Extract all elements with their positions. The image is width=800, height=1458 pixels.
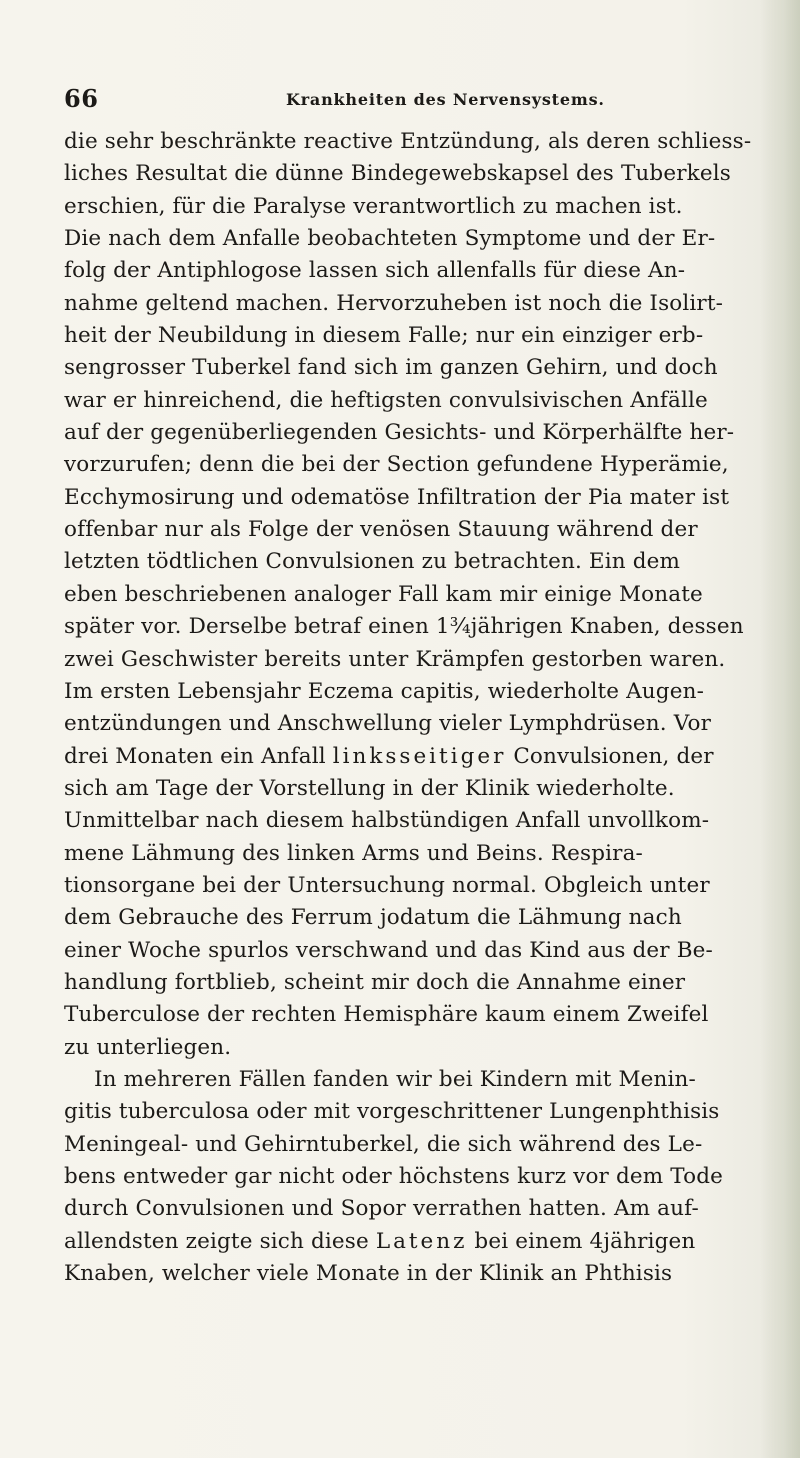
text-line: Knaben, welcher viele Monate in der Klinik an Phthisis bbox=[64, 1261, 673, 1287]
text-line: letzten tödtlichen Convulsionen zu betrachten. Ein dem bbox=[64, 549, 681, 575]
text-line: Im ersten Lebensjahr Eczema capitis, wiederholte Augen- bbox=[64, 678, 705, 704]
text-line: dem Gebrauche des Ferrum jodatum die Lähmung nach bbox=[64, 905, 682, 931]
text-line: handlung fortblieb, scheint mir doch die Annahme einer bbox=[64, 969, 686, 995]
text-run: Convulsionen, der bbox=[506, 743, 714, 769]
text-run: allendsten zeigte sich diese bbox=[64, 1228, 376, 1254]
text-line: sich am Tage der Vorstellung in der Klinik wiederholte. bbox=[64, 775, 675, 801]
text-line: heit der Neubildung in diesem Falle; nur ein einziger erb- bbox=[64, 323, 704, 349]
text-line: auf der gegenüberliegenden Gesichts- und Körperhälfte her- bbox=[64, 420, 735, 446]
text-line: zwei Geschwister bereits unter Krämpfen gestorben waren. bbox=[64, 646, 726, 672]
text-line: liches Resultat die dünne Bindegewebskapsel des Tuberkels bbox=[64, 161, 731, 187]
text-line: Unmittelbar nach diesem halbstündigen Anfall unvollkom- bbox=[64, 808, 710, 834]
text-line: Die nach dem Anfalle beobachteten Symptome und der Er- bbox=[64, 226, 716, 252]
text-line: erschien, für die Paralyse verantwortlich zu machen ist. bbox=[64, 193, 683, 219]
text-line: später vor. Derselbe betraf einen 1¾jährigen Knaben, dessen bbox=[64, 614, 744, 640]
text-line: bens entweder gar nicht oder höchstens kurz vor dem Tode bbox=[64, 1164, 723, 1189]
text-line bbox=[64, 741, 782, 773]
text-run: bei einem 4jährigen bbox=[467, 1228, 696, 1254]
emphasized-term: linksseitiger bbox=[332, 743, 507, 769]
text-line: mene Lähmung des linken Arms und Beins. Respira- bbox=[64, 840, 643, 866]
text-line: folg der Antiphlogose lassen sich allenfalls für diese An- bbox=[64, 258, 686, 284]
text-line: Meningeal- und Gehirntuberkel, die sich während des Le- bbox=[64, 1131, 703, 1157]
text-line: entzündungen und Anschwellung vieler Lymphdrüsen. Vor bbox=[64, 711, 711, 737]
text-line: einer Woche spurlos verschwand und das Kind aus der Be- bbox=[64, 937, 713, 963]
text-line: war er hinreichend, die heftigsten convulsivischen Anfälle bbox=[64, 387, 708, 413]
text-line: offenbar nur als Folge der venösen Stauung während der bbox=[64, 517, 698, 543]
text-line: gitis tuberculosa oder mit vorgeschrittener Lungenphthisis bbox=[64, 1099, 720, 1125]
text-line bbox=[64, 1226, 782, 1258]
text-line: die sehr beschränkte reactive Entzündung, als deren schliess- bbox=[64, 129, 752, 154]
page-header bbox=[64, 84, 764, 118]
body-text bbox=[64, 126, 782, 1290]
text-line: eben beschriebenen analoger Fall kam mir einige Monate bbox=[64, 581, 703, 607]
text-line: Tuberculose der rechten Hemisphäre kaum einem Zweifel bbox=[64, 1002, 709, 1028]
text-line: nahme geltend machen. Hervorzuheben ist noch die Isolirt- bbox=[64, 290, 724, 316]
text-line: sengrosser Tuberkel fand sich im ganzen Gehirn, und doch bbox=[64, 355, 718, 381]
text-line: durch Convulsionen und Sopor verrathen hatten. Am auf- bbox=[64, 1196, 699, 1222]
text-line: Ecchymosirung und odematöse Infiltration der Pia mater ist bbox=[64, 484, 730, 510]
page-number: 66 bbox=[64, 84, 99, 113]
emphasized-term: Latenz bbox=[375, 1228, 468, 1254]
text-line: tionsorgane bei der Untersuchung normal. Obgleich unter bbox=[64, 872, 710, 898]
running-head: Krankheiten des Nervensystems. bbox=[286, 90, 605, 109]
text-line: zu unterliegen. bbox=[64, 1034, 232, 1060]
text-line: vorzurufen; denn die bei der Section gefundene Hyperämie, bbox=[64, 452, 729, 478]
text-run: drei Monaten ein Anfall bbox=[64, 743, 333, 769]
paragraph-start-line: In mehreren Fällen fanden wir bei Kindern mit Menin- bbox=[94, 1066, 696, 1092]
